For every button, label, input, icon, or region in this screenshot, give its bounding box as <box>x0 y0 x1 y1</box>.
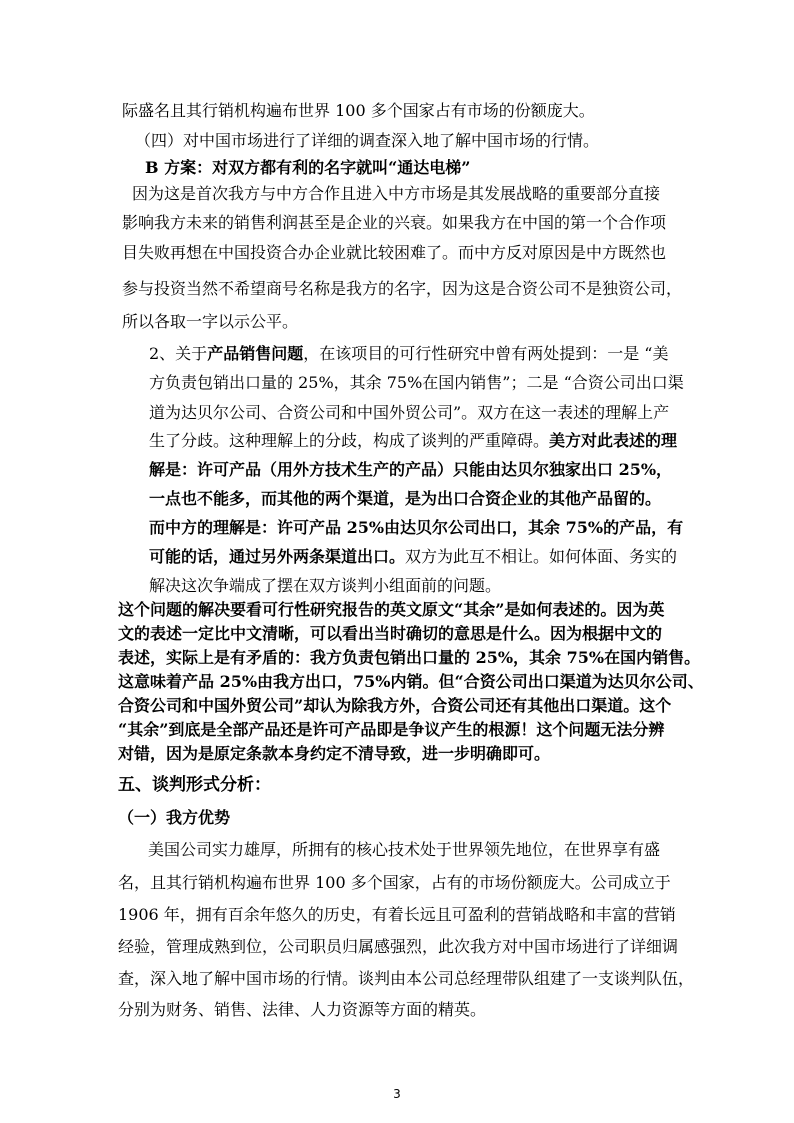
text-line <box>149 547 677 567</box>
text-line: 这意味着产品 25%由我方出口，75%内销。但“合资公司出口渠道为达贝尔公司、 <box>118 672 704 691</box>
text-line: 因为这是首次我方与中方合作且进入中方市场是其发展战略的重要部分直接 <box>132 184 661 203</box>
text-line: 这个问题的解决要看可行性研究报告的英文原文“其余”是如何表述的。因为英 <box>118 600 665 619</box>
text-span-bold: 产品销售问题 <box>207 344 304 363</box>
text-line: 文的表述一定比中文清晰，可以看出当时确切的意思是什么。因为根据中文的 <box>118 624 663 643</box>
text-span: 2、关于 <box>149 344 208 363</box>
subsection-heading: （一）我方优势 <box>118 808 231 827</box>
text-line: 而中方的理解是：许可产品 25%由达贝尔公司出口，其余 75%的产品，有 <box>149 518 684 537</box>
section-heading: 五、谈判形式分析： <box>118 775 271 795</box>
text-span: 双方为此互不相让。如何体面、务实的 <box>405 547 678 566</box>
page-number: 3 <box>393 1087 401 1101</box>
text-line: 美国公司实力雄厚，所拥有的核心技术处于世界领先地位，在世界享有盛 <box>148 840 661 859</box>
text-span-bold: 美方对此表述的理 <box>549 431 678 450</box>
text-line: 分别为财务、销售、法律、人力资源等方面的精英。 <box>118 1000 487 1019</box>
text-line: 方负责包销出口量的 25%，其余 75%在国内销售”；二是 “合资公司出口渠 <box>149 373 684 392</box>
text-line: 所以各取一字以示公平。 <box>122 312 299 331</box>
text-line: 对错，因为是原定条款本身约定不清导致，进一步明确即可。 <box>118 744 551 763</box>
text-line: 解决这次争端成了摆在双方谈判小组面前的问题。 <box>149 576 502 595</box>
text-line <box>149 431 677 451</box>
text-span-bold: 可能的话，通过另外两条渠道出口。 <box>149 547 406 566</box>
text-line: 表述，实际上是有矛盾的：我方负责包销出口量的 25%，其余 75%在国内销售。 <box>118 648 701 667</box>
text-line: 合资公司和中国外贸公司”却认为除我方外，合资公司还有其他出口渠道。这个 <box>118 696 672 715</box>
text-span: ，在该项目的可行性研究中曾有两处提到：一是 “美 <box>303 344 669 363</box>
text-line: 道为达贝尔公司、合资公司和中国外贸公司”。双方在这一表述的理解上产 <box>149 403 670 422</box>
text-line: 影响我方未来的销售利润甚至是企业的兴衰。如果我方在中国的第一个合作项 <box>122 213 667 232</box>
text-line: 一点也不能多，而其他的两个渠道，是为出口合资企业的其他产品留的。 <box>149 489 662 508</box>
text-line: “其余”到底是全部产品还是许可产品即是争议产生的根源！这个问题无法分辨 <box>118 720 665 739</box>
text-line: 参与投资当然不希望商号名称是我方的名字，因为这是合资公司不是独资公司， <box>122 279 683 298</box>
text-line: 1906 年，拥有百余年悠久的历史，有着长远且可盈利的营销战略和丰富的营销 <box>118 905 676 924</box>
text-line: 际盛名且其行销机构遍布世界 100 多个国家占有市场的份额庞大。 <box>122 101 595 120</box>
text-line: 经验，管理成熟到位，公司职员归属感强烈，此次我方对中国市场进行了详细调 <box>118 937 679 956</box>
text-span: 生了分歧。这种理解上的分歧，构成了谈判的严重障碍。 <box>149 431 550 450</box>
text-line: （四）对中国市场进行了详细的调查深入地了解中国市场的行情。 <box>135 131 600 150</box>
text-line: 查，深入地了解中国市场的行情。谈判由本公司总经理带队组建了一支谈判队伍， <box>118 969 695 988</box>
option-b-heading: B 方案：对双方都有利的名字就叫“通达电梯” <box>145 158 471 177</box>
text-line: 目失败再想在中国投资合办企业就比较困难了。而中方反对原因是中方既然也 <box>122 243 667 262</box>
text-line: 解是：许可产品（用外方技术生产的产品）只能由达贝尔独家出口 25%， <box>149 460 673 479</box>
text-line <box>149 344 668 364</box>
text-line: 名，且其行销机构遍布世界 100 多个国家，占有的市场份额庞大。公司成立于 <box>118 873 671 892</box>
